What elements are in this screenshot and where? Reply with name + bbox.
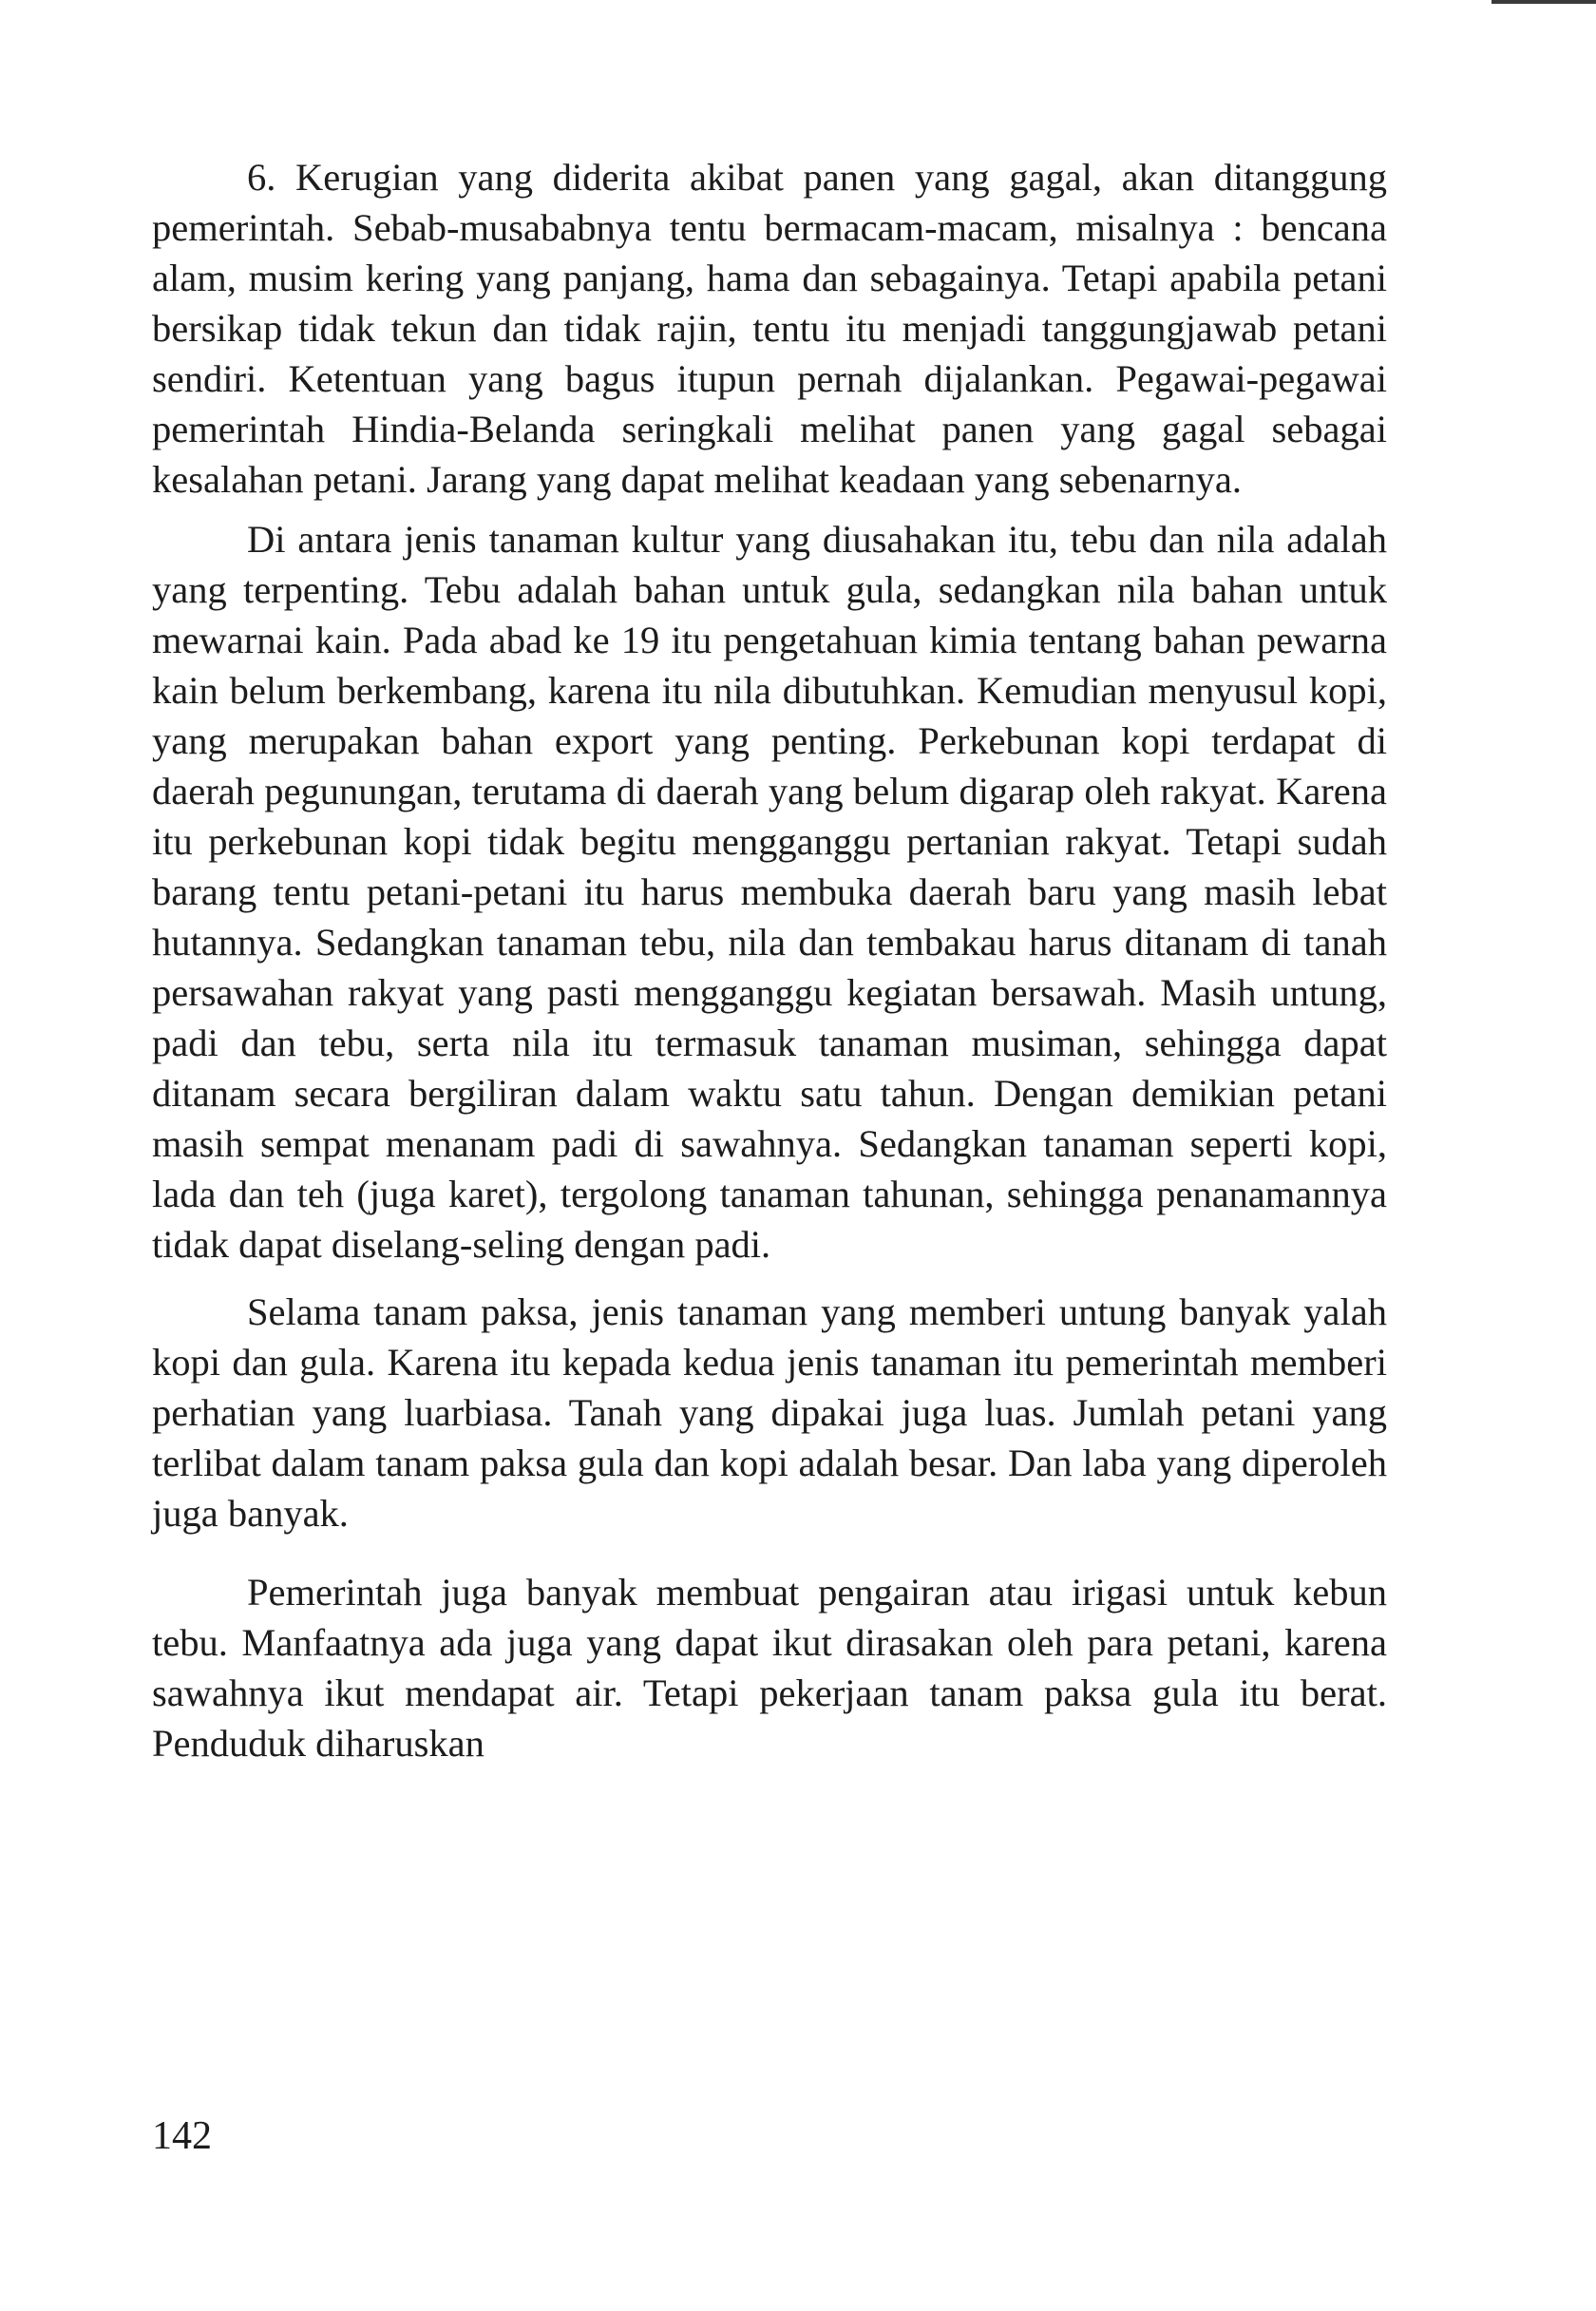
paragraph-3: Selama tanam paksa, jenis tanaman yang memberi untung banyak yalah kopi dan gula. Karena itu kepada kedua jenis tanaman itu pemerintah memberi perhatian yang luarbiasa. Tanah yang dipakai juga luas. Jumlah petani yang terlibat dalam tanam paksa gula dan kopi adalah besar. Dan laba yang diperoleh juga banyak. bbox=[152, 1290, 1387, 1535]
scan-edge-mark bbox=[1492, 0, 1596, 4]
paragraph-2: Di antara jenis tanaman kultur yang diusahakan itu, tebu dan nila adalah yang terpenting. Tebu adalah bahan untuk gula, sedangkan nila bahan untuk mewarnai kain. Pada abad ke 19 itu pengetahuan kimia tentang bahan pewarna kain belum berkembang, karena itu nila dibutuhkan. Kemudian menyusul kopi, yang merupakan bahan export yang penting. Perkebunan kopi terdapat di daerah pegunungan, terutama di daerah yang belum digarap oleh rakyat. Karena itu perkebunan kopi tidak begitu mengganggu pertanian rakyat. Tetapi sudah barang tentu petani-petani itu harus membuka daerah baru yang masih lebat hutannya. Sedangkan tanaman tebu, nila dan tembakau harus ditanam di tanah persawahan rakyat yang pasti mengganggu kegiatan bersawah. Masih untung, padi dan tebu, serta nila itu termasuk tanaman musiman, sehingga dapat ditanam secara bergiliran dalam waktu satu tahun. Dengan demikian petani masih sempat menanam padi di sawahnya. Sedangkan tanaman seperti kopi, lada dan teh (juga karet), tergolong tanaman tahunan, sehingga penanamannya tidak dapat diselang-seling dengan padi. bbox=[152, 518, 1387, 1266]
paragraph-4: Pemerintah juga banyak membuat pengairan atau irigasi untuk kebun tebu. Manfaatnya ada juga yang dapat ikut dirasakan oleh para petani, karena sawahnya ikut mendapat air. Tetapi pekerjaan tanam paksa gula itu berat. Penduduk diharuskan bbox=[152, 1571, 1387, 1765]
page-number: 142 bbox=[152, 2114, 212, 2158]
paragraph-1: 6. Kerugian yang diderita akibat panen yang gagal, akan ditanggung pemerintah. Sebab-musababnya tentu bermacam-macam, misalnya : bencana alam, musim kering yang panjang, hama dan sebagainya. Tetapi apabila petani bersikap tidak tekun dan tidak rajin, tentu itu menjadi tanggungjawab petani sendiri. Ketentuan yang bagus itupun pernah dijalankan. Pegawai-pegawai pemerintah Hindia-Belanda seringkali melihat panen yang gagal sebagai kesalahan petani. Jarang yang dapat melihat keadaan yang sebenarnya. bbox=[152, 156, 1387, 501]
page-body bbox=[152, 152, 1387, 1768]
